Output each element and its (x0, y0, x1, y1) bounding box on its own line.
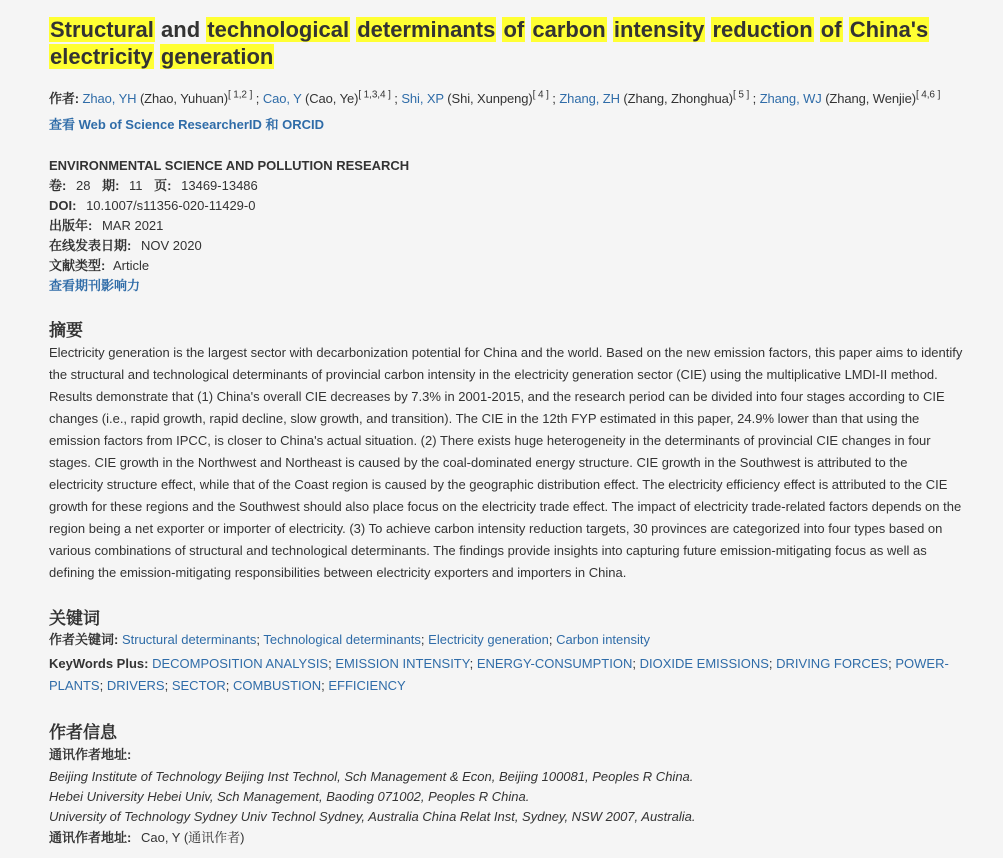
doi-value: 10.1007/s11356-020-11429-0 (86, 198, 256, 213)
author-separator: ; (390, 91, 402, 106)
corr-address-label: 通讯作者地址: (49, 747, 132, 762)
author-keyword-link[interactable]: Structural determinants (121, 632, 257, 647)
online-date-row (49, 236, 409, 256)
title-word (814, 17, 820, 42)
title-highlighted-word: reduction (712, 17, 813, 42)
pages-label: 页: (154, 178, 172, 193)
title-highlighted-word: determinants (357, 17, 496, 42)
title-highlighted-word: of (820, 17, 842, 42)
corr-author-row (49, 827, 964, 849)
author-affiliation-sup: [ 1,2 ] (227, 89, 253, 101)
corr-author-value: Cao, Y (通讯作者) (140, 830, 245, 845)
author-separator: ; (548, 91, 560, 106)
author-link[interactable]: Cao, Y (262, 91, 302, 106)
doc-type-row (49, 256, 409, 276)
title-word (843, 17, 849, 42)
title-highlighted-word: China's (849, 17, 929, 42)
journal-impact-link[interactable]: 查看期刊影响力 (49, 278, 141, 293)
doi-label: DOI: (49, 198, 77, 213)
author-keyword-link[interactable]: Technological determinants (263, 632, 421, 647)
publication-meta (49, 156, 409, 296)
keyword-plus-link[interactable]: ENERGY-CONSUMPTION (476, 656, 633, 671)
address-line: Hebei University Hebei Univ, Sch Management, Baoding 071002, Peoples R China. (49, 789, 530, 804)
researcher-id-link[interactable] (49, 114, 324, 133)
author-affiliation-sup: [ 5 ] (732, 89, 750, 101)
author-keywords-row: 作者关键词: Structural determinants; Technological determinants; Electricity generation; Carbon intensity (49, 632, 651, 647)
keyword-plus-link[interactable]: DIOXIDE EMISSIONS (639, 656, 769, 671)
address-line: University of Technology Sydney Univ Technol Sydney, Australia China Relat Inst, Sydney, NSW 2007, Australia. (49, 809, 696, 824)
author-separator: ; (252, 91, 263, 106)
address-line: Beijing Institute of Technology Beijing Inst Technol, Sch Management & Econ, Beijing 100081, Peoples R China. (49, 769, 694, 784)
title-word: and (154, 17, 207, 42)
title-word (154, 44, 160, 69)
abstract-heading: 摘要 (49, 321, 83, 340)
keyword-plus-link[interactable]: DECOMPOSITION ANALYSIS (152, 656, 329, 671)
keyword-plus-link[interactable]: POWER-PLANTS (49, 656, 949, 693)
abstract-text: Electricity generation is the largest sector with decarbonization potential for China and the world. Based on the new emission factors, this paper aims to identify the structural and technological determinants of provincial carbon intensity in the electricity generation sector (CIE) using the multiplicative LMDI-II method. Results demonstrate that (1) China's overall CIE decreases by 7.3% in 2001-2015, and the research period can be divided into four stages according to CIE changes (i.e., rapid growth, rapid decline, slow growth, and transition). The CIE in the 12th FYP estimated in this paper, 24.9% lower than that using the emission factors from IPCC, is closer to China's actual situation. (2) There exists huge heterogeneity in the determinants of provincial CIE changes in four stages. CIE growth in the Northwest and Northeast is caused by the coal-dominated energy structure. CIE growth in the Southwest is attributed to the electricity structure effect, while that of the Coast region is caused by the geographic distribution effect. The electricity efficiency effect is attributed to the CIE growth for these regions and the Southwest should also place focus on the electricity trade effect. The impact of electricity trade-related factors depends on the region being a net exporter or importer of electricity. (3) To achieve carbon intensity reduction targets, 30 provinces are categorized into four types based on various combinations of structural and technological determinants. The findings provide insights into capturing future emission-mitigating focus as well as defining the emission-mitigating responsibilities between electricity exporters and importers in China. (49, 345, 963, 580)
author-full-name: (Zhang, Zhonghua) (623, 91, 733, 106)
authors-label: 作者: (49, 91, 80, 106)
title-highlighted-word: carbon (532, 17, 606, 42)
title-highlighted-word: intensity (613, 17, 705, 42)
author-keywords-label: 作者关键词: (49, 632, 119, 647)
keyword-plus-link[interactable]: EMISSION INTENSITY (335, 656, 470, 671)
author-link[interactable]: Zhao, YH (82, 91, 137, 106)
corr-author-label: 通讯作者地址: (49, 830, 132, 845)
author-keyword-link[interactable]: Electricity generation (428, 632, 549, 647)
title-highlighted-word: technological (207, 17, 350, 42)
title-word (607, 17, 613, 42)
doi-row (49, 196, 409, 216)
issue-label: 期: (102, 178, 120, 193)
keyword-plus-link[interactable]: DRIVING FORCES (776, 656, 889, 671)
doc-type-label: 文献类型: (49, 258, 106, 273)
author-full-name: (Zhang, Wenjie) (825, 91, 916, 106)
authors-line (49, 88, 979, 107)
doc-type-value: Article (112, 258, 150, 273)
volume-label: 卷: (49, 178, 67, 193)
author-affiliation-sup: [ 1,3,4 ] (358, 89, 391, 101)
corr-address-label-row (49, 744, 964, 766)
pages-value: 13469-13486 (181, 178, 258, 193)
title-highlighted-word: Structural (50, 17, 154, 42)
researcher-id-link-text[interactable]: 查看 Web of Science ResearcherID 和 ORCID (49, 117, 325, 132)
keyword-plus-link[interactable]: DRIVERS (106, 678, 165, 693)
author-affiliation-sup: [ 4,6 ] (915, 89, 941, 101)
author-full-name: (Shi, Xunpeng) (447, 91, 533, 106)
author-full-name: (Zhao, Yuhuan) (139, 91, 228, 106)
keywords-plus-label: KeyWords Plus: (49, 656, 149, 671)
keyword-plus-link[interactable]: SECTOR (171, 678, 226, 693)
author-full-name: (Cao, Ye) (305, 91, 359, 106)
author-link[interactable]: Shi, XP (401, 91, 444, 106)
author-link[interactable]: Zhang, WJ (759, 91, 822, 106)
title-highlighted-word: of (503, 17, 525, 42)
author-affiliation-sup: [ 4 ] (532, 89, 549, 101)
keywords-plus-row: KeyWords Plus: DECOMPOSITION ANALYSIS; EMISSION INTENSITY; ENERGY-CONSUMPTION; DIOXIDE EMISSIONS; DRIVING FORCES; POWER-PLANTS; DRIVERS; SECTOR; COMBUSTION; EFFICIENCY (49, 656, 949, 693)
journal-impact-row (49, 276, 409, 296)
title-highlighted-word: electricity (50, 44, 153, 69)
author-link[interactable]: Zhang, ZH (559, 91, 620, 106)
pub-year-label: 出版年: (49, 218, 93, 233)
journal-name: ENVIRONMENTAL SCIENCE AND POLLUTION RESEARCH (49, 158, 410, 173)
volume-issue-pages (49, 176, 409, 196)
keywords-heading: 关键词 (49, 609, 100, 628)
volume-value: 28 (75, 178, 91, 193)
pub-year-value: MAR 2021 (101, 218, 164, 233)
pub-year-row (49, 216, 409, 236)
issue-value: 11 (129, 178, 143, 193)
online-date-value: NOV 2020 (140, 238, 202, 253)
author-info-heading: 作者信息 (49, 723, 117, 742)
author-keyword-link[interactable]: Carbon intensity (556, 632, 651, 647)
title-highlighted-word: generation (160, 44, 274, 69)
online-date-label: 在线发表日期: (49, 238, 132, 253)
keyword-plus-link[interactable]: COMBUSTION (233, 678, 322, 693)
author-separator: ; (749, 91, 760, 106)
article-title (49, 16, 949, 70)
keyword-plus-link[interactable]: EFFICIENCY (328, 678, 406, 693)
